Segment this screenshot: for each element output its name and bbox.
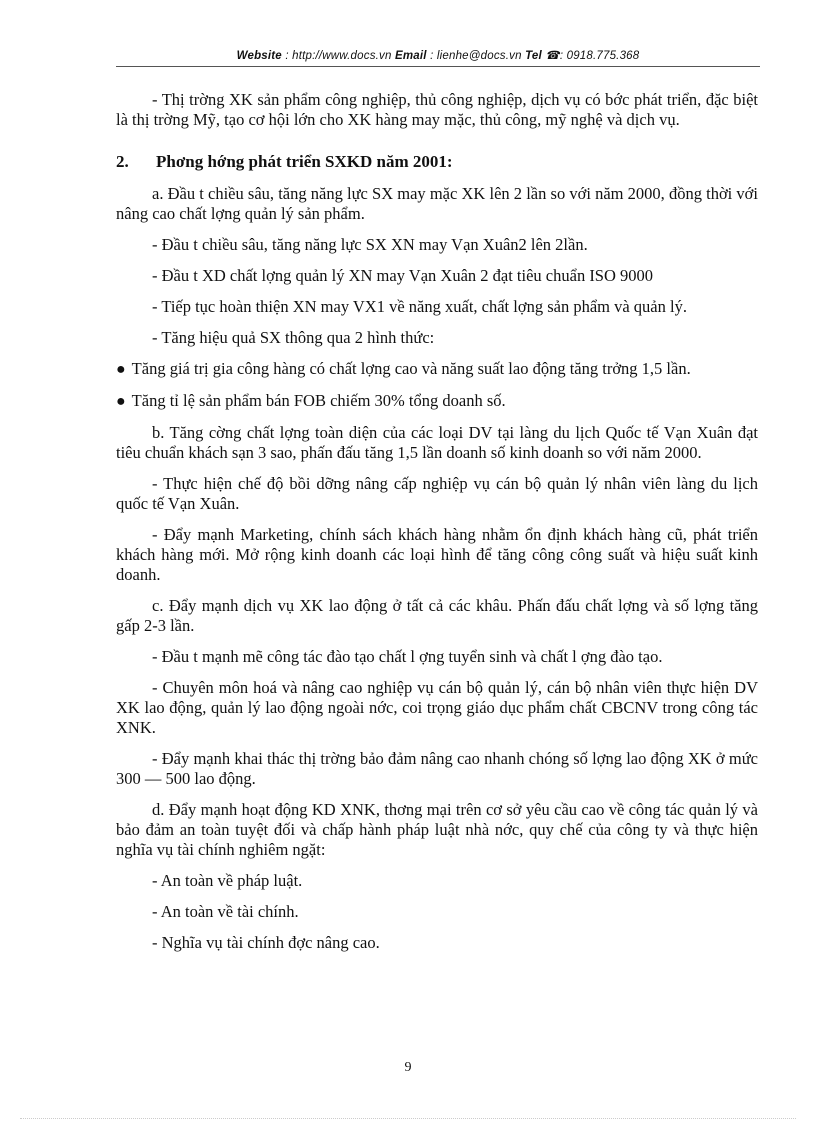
website-value[interactable]: : http://www.docs.vn <box>285 50 392 62</box>
paragraph: - Đầu t mạnh mẽ công tác đào tạo chất l ợng tuyển sinh và chất l ợng đào tạo. <box>152 647 663 666</box>
paragraph: - Đầu t chiều sâu, tăng năng lực SX XN may Vạn Xuân2 lên 2lần. <box>152 235 588 254</box>
document-body <box>116 90 758 964</box>
paragraph: - Đẩy mạnh khai thác thị trờng bảo đảm nâng cao nhanh chóng số lợng lao động XK ở mức 300 — 500 lao động. <box>116 749 758 788</box>
paragraph: - Thị trờng XK sản phẩm công nghiệp, thủ công nghiệp, dịch vụ có bớc phát triển, đặc biệt là thị trờng Mỹ, tạo cơ hội lớn cho XK hàng may mặc, thủ công, mỹ nghệ và dịch vụ. <box>116 90 758 129</box>
section-number: 2. <box>116 152 129 171</box>
bullet-text: Tăng tỉ lệ sản phẩm bán FOB chiếm 30% tổng doanh số. <box>131 391 506 410</box>
paragraph: - Đẩy mạnh Marketing, chính sách khách hàng nhằm ổn định khách hàng cũ, phát triển khách hàng mới. Mở rộng kinh doanh các loại hình để tăng công công suất và hiệu suất kinh doanh. <box>116 525 758 584</box>
paragraph: - Đầu t XD chất lợng quản lý XN may Vạn Xuân 2 đạt tiêu chuẩn ISO 9000 <box>152 266 654 285</box>
bullet-item <box>116 391 758 412</box>
bullet-icon: ● <box>116 361 126 378</box>
paragraph: - Chuyên môn hoá và nâng cao nghiệp vụ cán bộ quản lý, cán bộ nhân viên thực hiện DV XK lao động, quản lý lao động ngoài nớc, coi trọng giáo dục phẩm chất CBCNV trong công tác XNK. <box>116 678 758 737</box>
paragraph: - Tiếp tục hoàn thiện XN may VX1 về năng xuất, chất lợng sản phẩm và quản lý. <box>152 297 687 316</box>
paragraph: c. Đẩy mạnh dịch vụ XK lao động ở tất cả các khâu. Phấn đấu chất lợng và số lợng tăng gấp 2-3 lần. <box>116 596 758 635</box>
paragraph: - Thực hiện chế độ bồi dỡng nâng cấp nghiệp vụ cán bộ quản lý nhân viên làng du lịch quốc tế Vạn Xuân. <box>116 474 758 513</box>
website-label: Website <box>236 50 282 62</box>
tel-label: Tel <box>525 50 542 62</box>
paragraph: - An toàn về tài chính. <box>152 902 299 921</box>
tel-value: ☎: 0918.775.368 <box>545 50 640 62</box>
paragraph: - An toàn về pháp luật. <box>152 871 303 890</box>
paragraph: a. Đầu t chiều sâu, tăng năng lực SX may mặc XK lên 2 lần so với năm 2000, đồng thời với nâng cao chất lợng quản lý sản phẩm. <box>116 184 758 223</box>
bullet-item <box>116 359 758 380</box>
paragraph: - Tăng hiệu quả SX thông qua 2 hình thức: <box>152 328 435 347</box>
bullet-text: Tăng giá trị gia công hàng có chất lợng cao và năng suất lao động tăng trởng 1,5 lần. <box>131 359 691 378</box>
paragraph: b. Tăng cờng chất lợng toàn diện của các loại DV tại làng du lịch Quốc tế Vạn Xuân đạt tiêu chuẩn khách sạn 3 sao, phấn đấu tăng 1,5 lần doanh số kinh doanh so với năm 2000. <box>116 423 758 462</box>
paragraph: d. Đẩy mạnh hoạt động KD XNK, thơng mại trên cơ sở yêu cầu cao về công tác quản lý và bảo đảm an toàn tuyệt đối và chấp hành pháp luật nhà nớc, quy chế của công ty và thực hiện nghĩa vụ tài chính nghiêm ngặt: <box>116 800 758 859</box>
section-heading <box>116 152 758 172</box>
page-header <box>116 48 760 62</box>
page-bottom-divider <box>20 1118 796 1119</box>
section-title: Phơng hớng phát triển SXKD năm 2001: <box>156 152 453 171</box>
email-label: Email <box>395 50 427 62</box>
paragraph: - Nghĩa vụ tài chính đợc nâng cao. <box>152 933 380 952</box>
bullet-icon: ● <box>116 393 126 410</box>
page-number: 9 <box>404 1060 412 1075</box>
email-value[interactable]: : lienhe@docs.vn <box>430 50 522 62</box>
header-divider <box>116 66 760 67</box>
